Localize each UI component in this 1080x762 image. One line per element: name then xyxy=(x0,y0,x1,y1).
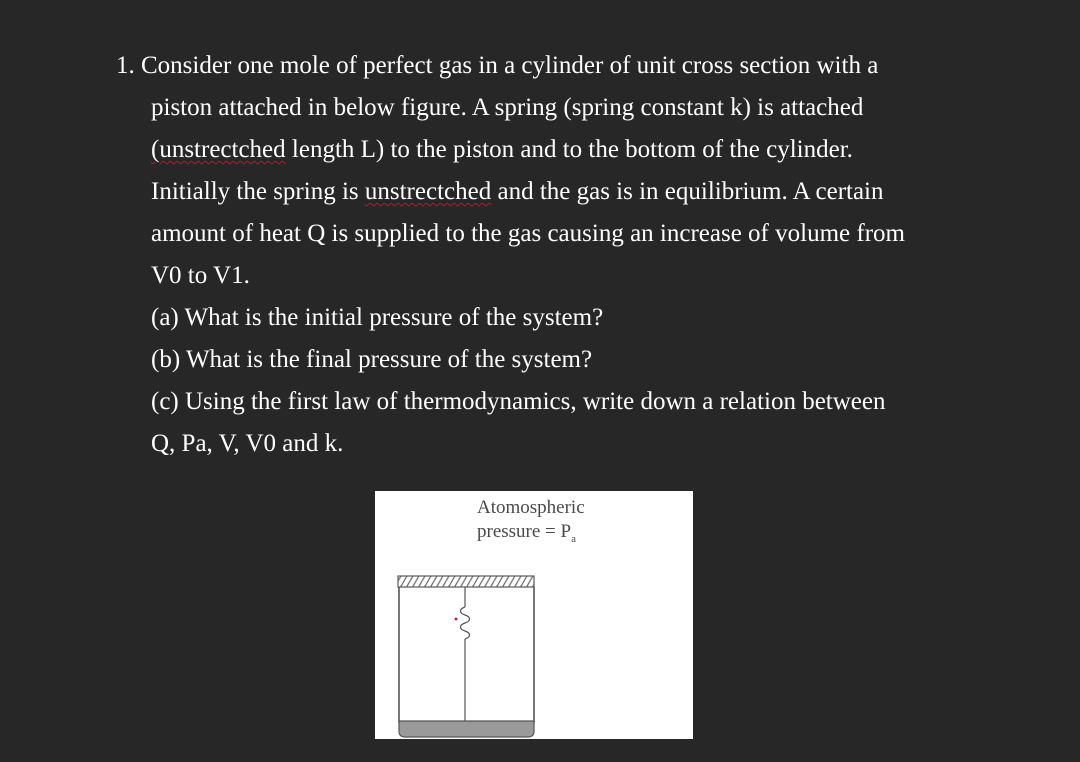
cylinder-diagram xyxy=(375,491,693,739)
marker-dot xyxy=(455,618,458,621)
question-line-4-before: Initially the spring is xyxy=(151,178,365,205)
atmospheric-label: Atomospheric xyxy=(477,497,585,518)
pressure-label-text: pressure = P xyxy=(477,521,572,542)
part-c-line-1: (c) Using the first law of thermodynamics, write down a relation between xyxy=(151,388,886,415)
question-line-2: piston attached in below figure. A spring (spring constant k) is attached xyxy=(151,94,864,121)
question-line-4-after: and the gas is in equilibrium. A certain xyxy=(491,178,884,205)
part-c-line-2: Q, Pa, V, V0 and k. xyxy=(151,430,344,457)
spring xyxy=(461,587,470,721)
cylinder-figure xyxy=(375,491,693,739)
misspelled-word: (unstrectched xyxy=(151,136,286,163)
question-line-5: amount of heat Q is supplied to the gas causing an increase of volume from xyxy=(151,220,905,247)
misspelled-word: unstrectched xyxy=(364,178,492,205)
question-intro-1: Consider one mole of perfect gas in a cylinder of unit cross section with a xyxy=(141,52,879,79)
pressure-label xyxy=(477,521,576,545)
question-line-4 xyxy=(151,177,884,207)
pressure-subscript: a xyxy=(571,533,576,545)
piston xyxy=(398,576,534,587)
question-line-3-rest: length L) to the piston and to the bottom of the cylinder. xyxy=(285,136,853,163)
cylinder-base xyxy=(399,721,534,737)
question-line-1 xyxy=(116,51,878,81)
question-number: 1. xyxy=(116,52,135,79)
part-a: (a) What is the initial pressure of the system? xyxy=(151,304,604,331)
question-line-3 xyxy=(151,135,853,165)
question-line-6: V0 to V1. xyxy=(151,262,250,289)
part-b: (b) What is the final pressure of the system? xyxy=(151,346,593,373)
